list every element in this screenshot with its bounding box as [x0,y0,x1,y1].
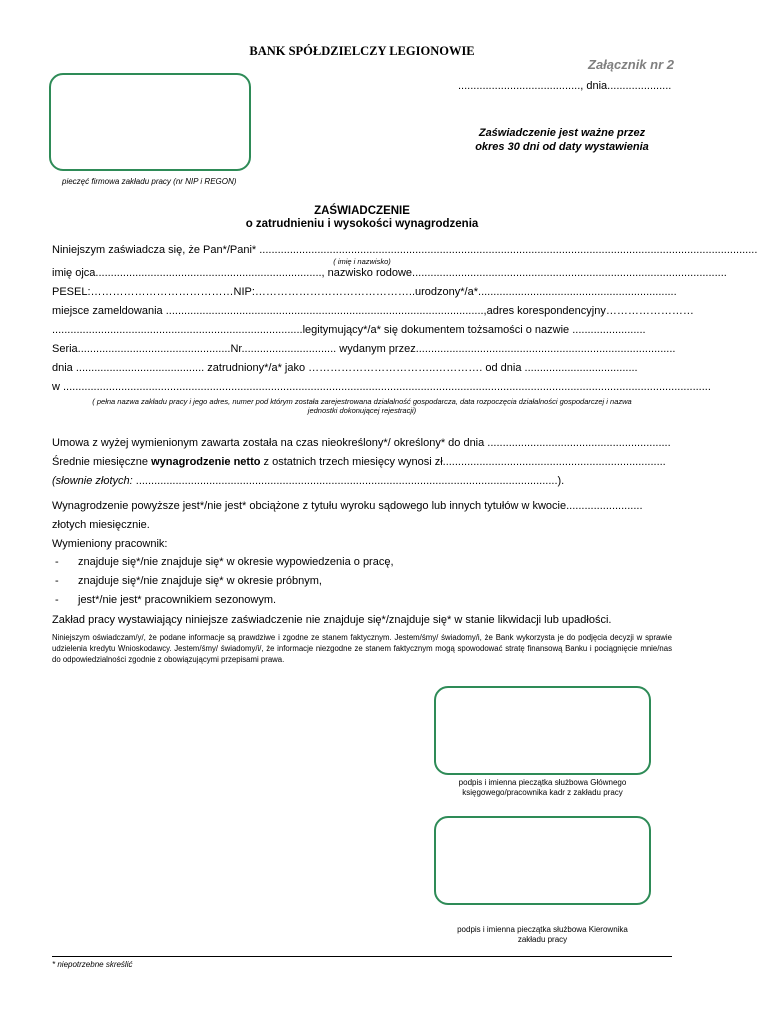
worker-label: Wymieniony pracownik: [52,538,168,550]
address-field[interactable]: miejsce zameldowania ........................................................................................................,adres korespondencyjny…………………… [52,305,694,317]
bullet-notice-period: znajduje się*/nie znajduje się* w okresie wypowiedzenia o pracę, [78,556,394,568]
accountant-signature-box [434,686,651,775]
bank-name: BANK SPÓŁDZIELCZY LEGIONOWIE [249,44,475,58]
footnote-divider [52,956,672,957]
bullet-trial-period: znajduje się*/nie znajduje się* w okresie próbnym, [78,575,322,587]
employer-hint [52,397,672,415]
salary-words-label: (słownie złotych: [52,475,133,487]
document-title [0,205,724,231]
salary-prefix: Średnie miesięczne [52,456,152,468]
bullet-dash: - [55,575,59,587]
name-field[interactable]: Niniejszym zaświadcza się, że Pan*/Pani* ................................................................................................................................................................... [52,244,757,256]
employer-hint-line-1: ( pełna nazwa zakładu pracy i jego adres, numer pod którym została zarejestrowana działalność gospodarcza, data rozpoczęcia działalności gospodarczej i nazwa [92,397,632,406]
salary-suffix: z ostatnich trzech miesięcy wynosi zł......................................................................... [260,456,666,468]
title-main: ZAŚWIADCZENIE [314,205,410,217]
bullet-dash: - [55,594,59,606]
manager-caption-line-2: zakładu pracy [517,935,568,944]
salary-bold: wynagrodzenie netto [151,456,261,468]
employer-field[interactable]: w .................................................................................................................................................................................................................... [52,381,711,393]
manager-signature-box [434,816,651,905]
id-series-field[interactable]: Seria..................................................Nr............................... wydanym przez..................................................................................... [52,343,676,355]
title-sub: o zatrudnieniu i wysokości wynagrodzenia [245,218,479,230]
salary-words-dots: ..........................................................................................................................................). [132,475,565,487]
salary-words-field[interactable] [52,474,672,488]
place-date-field[interactable]: ........................................, dnia..................... [458,80,672,92]
validity-line-1: Zaświadczenie jest ważne przez [478,127,646,139]
bullet-dash: - [55,556,59,568]
manager-signature-caption [434,925,651,945]
accountant-caption-line-1: podpis i imienna pieczątka służbowa Głównego [458,778,627,787]
company-stamp-box [49,73,251,171]
footnote: * niepotrzebne skreślić [52,960,133,969]
id-document-field[interactable]: ..................................................................................legitymujący*/a* się dokumentem tożsamości o nazwie ........................ [52,324,646,336]
salary-field[interactable] [52,455,672,469]
pesel-nip-field[interactable]: PESEL:…………………………………NIP:……………………………………..urodzony*/a*................................................................. [52,286,677,298]
parent-name-field[interactable]: imię ojca.........................................................................., nazwisko rodowe....................................................................................................... [52,267,727,279]
burden-field[interactable]: Wynagrodzenie powyższe jest*/nie jest* obciążone z tytułu wyroku sądowego lub innych tytułów w kwocie......................... [52,500,643,512]
employer-hint-line-2: jednostki dokonującej rejestracji) [307,406,417,415]
accountant-caption-line-2: księgowego/pracownika kadr z zakładu pracy [462,788,623,797]
manager-caption-line-1: podpis i imienna pieczątka służbowa Kierownika [457,925,628,934]
declaration-text: Niniejszym oświadczam/y/, że podane informacje są prawdziwe i zgodne ze stanem faktycznym. Jestem/śmy/ świadomy/i, że Bank wykorzysta je do podjęcia decyzji w sprawie udzielenia kredytu Wnioskodawcy. Jestem/śmy/ świadomy/i/, że informacje niezgodne ze stanem faktycznym mogą spowodować stratę finansową Banku i pociągnięcie mnie/nas do odpowiedzialności zgodnie z obowiązującymi przepisami prawa. [52,633,672,664]
company-stamp-caption: pieczęć firmowa zakładu pracy (nr NIP i REGON) [62,177,237,186]
liquidation-statement: Zakład pracy wystawiający niniejsze zaświadczenie nie znajduje się*/znajduje się* w stanie likwidacji lub upadłości. [52,614,612,626]
accountant-signature-caption [434,778,651,798]
attachment-label: Załącznik nr 2 [588,57,674,72]
bullet-seasonal: jest*/nie jest* pracownikiem sezonowym. [78,594,277,606]
name-hint: ( imię i nazwisko) [333,257,391,266]
validity-line-2: okres 30 dni od daty wystawienia [475,141,649,153]
validity-note [452,126,672,154]
contract-field[interactable]: Umowa z wyżej wymienionym zawarta została na czas nieokreślony*/ określony* do dnia ............................................................ [52,437,671,449]
employment-position-field[interactable]: dnia .......................................... zatrudniony*/a* jako ……………………………..…………. od dnia ..................................... [52,362,638,374]
burden-continued: złotych miesięcznie. [52,519,150,531]
